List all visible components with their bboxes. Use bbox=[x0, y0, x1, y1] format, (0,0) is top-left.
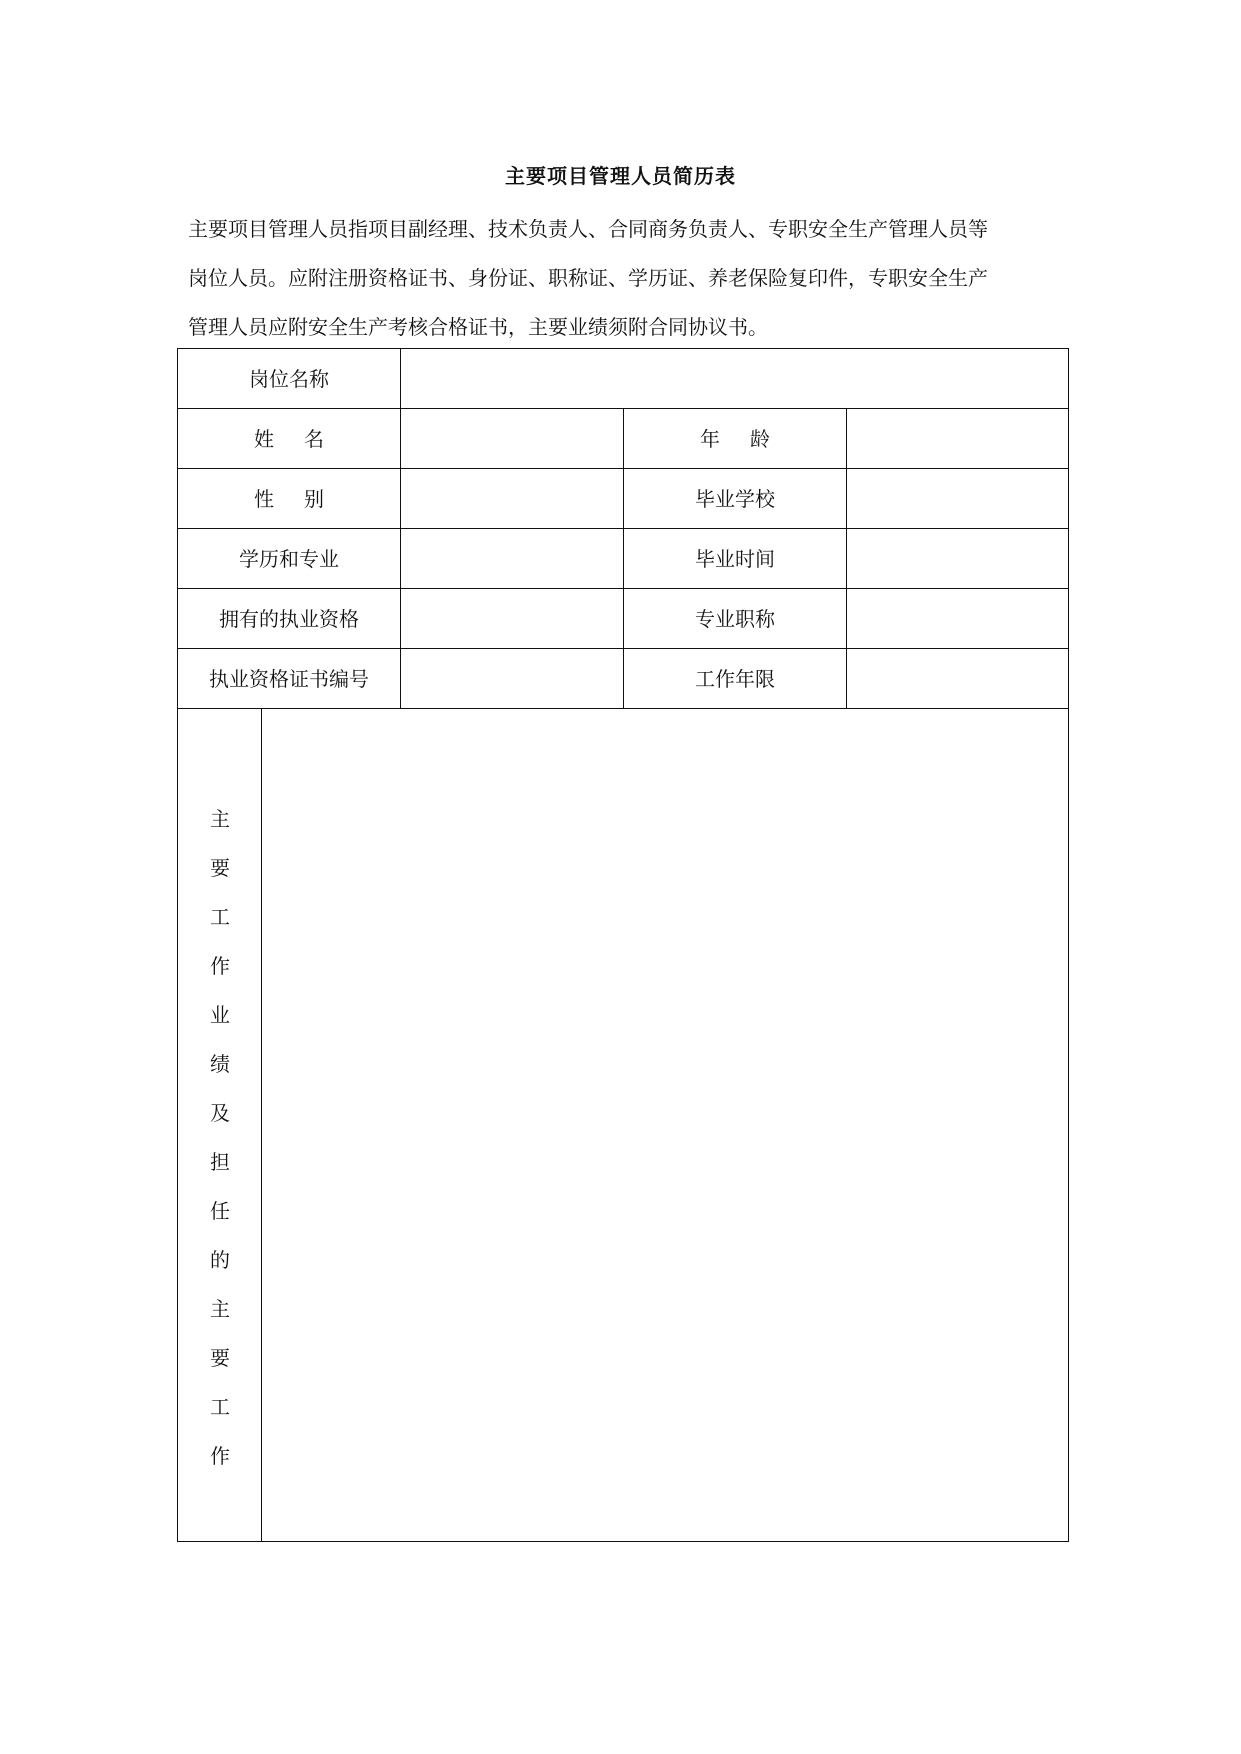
intro-line: 岗位人员。应附注册资格证书、身份证、职称证、学历证、养老保险复印件，专职安全生产 bbox=[188, 266, 988, 290]
education-field[interactable] bbox=[401, 529, 623, 588]
page-title: 主要项目管理人员简历表 bbox=[505, 164, 736, 188]
name-label: 姓名 bbox=[254, 427, 354, 451]
label-char: 任 bbox=[210, 1199, 230, 1223]
intro-line: 主要项目管理人员指项目副经理、技术负责人、合同商务负责人、专职安全生产管理人员等 bbox=[188, 217, 988, 241]
position-name-field[interactable] bbox=[401, 349, 1068, 408]
achievements-label-cell bbox=[178, 710, 262, 1541]
label-char: 要 bbox=[210, 856, 230, 880]
achievements-label bbox=[178, 710, 262, 1541]
qualification-label: 拥有的执业资格 bbox=[219, 607, 359, 631]
intro-paragraph bbox=[188, 205, 1068, 352]
name-field[interactable] bbox=[401, 409, 623, 468]
resume-form-table bbox=[177, 348, 1069, 1542]
label-char: 作 bbox=[210, 1444, 230, 1468]
label-char: 担 bbox=[210, 1150, 230, 1174]
label-char: 及 bbox=[210, 1101, 230, 1125]
label-char: 绩 bbox=[210, 1052, 230, 1076]
graduation-time-label: 毕业时间 bbox=[695, 547, 775, 571]
professional-title-label: 专业职称 bbox=[695, 607, 775, 631]
label-char: 的 bbox=[210, 1248, 230, 1272]
qualification-field[interactable] bbox=[401, 589, 623, 648]
label-char: 主 bbox=[210, 807, 230, 831]
education-label: 学历和专业 bbox=[239, 547, 339, 571]
achievements-field[interactable] bbox=[263, 710, 1068, 1541]
age-field[interactable] bbox=[847, 409, 1068, 468]
gender-label: 性别 bbox=[254, 487, 354, 511]
school-label: 毕业学校 bbox=[695, 487, 775, 511]
label-char: 工 bbox=[210, 905, 230, 929]
gender-field[interactable] bbox=[401, 469, 623, 528]
certificate-number-field[interactable] bbox=[401, 649, 623, 708]
label-char: 作 bbox=[210, 954, 230, 978]
graduation-time-field[interactable] bbox=[847, 529, 1068, 588]
professional-title-field[interactable] bbox=[847, 589, 1068, 648]
label-char: 业 bbox=[210, 1003, 230, 1027]
position-name-label: 岗位名称 bbox=[249, 367, 329, 391]
work-years-field[interactable] bbox=[847, 649, 1068, 708]
age-label: 年龄 bbox=[700, 427, 800, 451]
certificate-number-label: 执业资格证书编号 bbox=[209, 667, 369, 691]
label-char: 要 bbox=[210, 1346, 230, 1370]
label-char: 主 bbox=[210, 1297, 230, 1321]
work-years-label: 工作年限 bbox=[695, 667, 775, 691]
school-field[interactable] bbox=[847, 469, 1068, 528]
intro-line: 管理人员应附安全生产考核合格证书，主要业绩须附合同协议书。 bbox=[188, 315, 768, 339]
label-char: 工 bbox=[210, 1395, 230, 1419]
